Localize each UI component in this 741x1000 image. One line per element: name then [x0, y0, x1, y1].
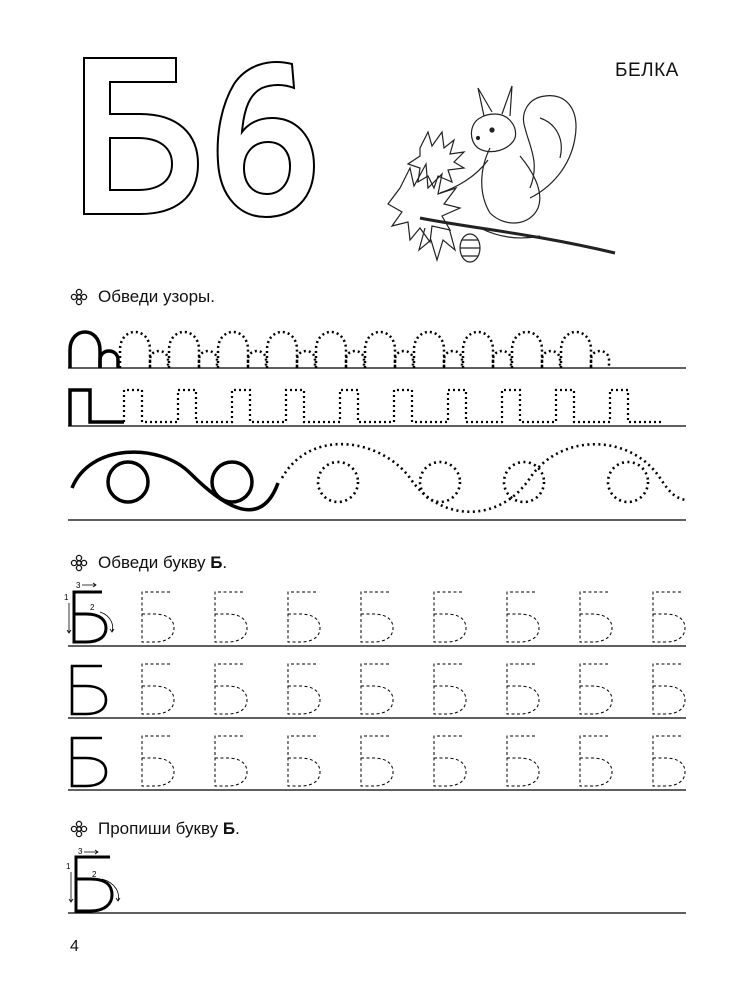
illustration-caption: БЕЛКА [615, 60, 679, 81]
dashed-tracing-letter [653, 664, 685, 714]
dashed-tracing-letter [288, 736, 320, 786]
instruction-period: . [222, 553, 228, 572]
square-wave-pattern-row [70, 390, 664, 426]
dashed-tracing-letter [507, 736, 539, 786]
tracing-patterns [60, 318, 690, 528]
dotted-arch [297, 351, 315, 368]
dotted-arch [218, 332, 248, 368]
instruction-text: Обведи букву [98, 553, 211, 572]
page-number: 4 [70, 938, 79, 955]
stroke-number-3: 3 [76, 581, 81, 590]
stroke-number-2: 2 [90, 603, 95, 612]
dashed-tracing-letter [361, 736, 393, 786]
dotted-arch [150, 351, 168, 368]
instruction-text: Пропиши букву [98, 819, 223, 838]
dashed-tracing-letter [142, 592, 174, 642]
dotted-arch [591, 351, 609, 368]
dotted-arch [395, 351, 413, 368]
model-letter [72, 738, 106, 786]
stroke-number-3: 3 [78, 847, 83, 856]
model-letter [72, 666, 106, 714]
dashed-tracing-letter [434, 736, 466, 786]
dashed-tracing-letter [215, 736, 247, 786]
dashed-tracing-letter [361, 592, 393, 642]
dotted-arch [346, 351, 364, 368]
dotted-arch [561, 332, 591, 368]
big-letters-bb [78, 52, 338, 222]
dashed-tracing-letter [142, 664, 174, 714]
dotted-square-wave [124, 390, 664, 422]
dotted-arch [542, 351, 560, 368]
dashed-tracing-letter [580, 736, 612, 786]
dotted-arch [463, 332, 493, 368]
stroke-number-2: 2 [92, 870, 97, 879]
dashed-tracing-letter [215, 664, 247, 714]
dotted-arch [199, 351, 217, 368]
dashed-tracing-letter [361, 664, 393, 714]
dotted-arch [248, 351, 266, 368]
instruction-letter: Б [222, 819, 236, 838]
dashed-tracing-letter [288, 592, 320, 642]
arch-pattern-row [70, 332, 609, 368]
dashed-tracing-letter [215, 592, 247, 642]
instruction-trace-patterns [70, 287, 215, 307]
stroke-number-1: 1 [64, 593, 69, 602]
dotted-arch [267, 332, 297, 368]
squirrel-illustration [380, 78, 620, 273]
dotted-arch [512, 332, 542, 368]
dotted-arch [120, 332, 150, 368]
dotted-arch [316, 332, 346, 368]
flower-bullet-icon [70, 554, 88, 572]
dotted-arch [414, 332, 444, 368]
instruction-trace-letter [70, 553, 227, 573]
wave-circle-pattern-row [72, 444, 686, 512]
instruction-text: Обведи узоры. [98, 287, 215, 306]
flower-bullet-icon [70, 820, 88, 838]
dashed-tracing-letter [507, 664, 539, 714]
instruction-letter: Б [210, 553, 223, 572]
letter-tracing-rows [60, 578, 690, 798]
dashed-tracing-letter [142, 736, 174, 786]
instruction-period: . [235, 819, 240, 838]
flower-bullet-icon [70, 288, 88, 306]
dashed-tracing-letter [434, 592, 466, 642]
dotted-arch [444, 351, 462, 368]
dashed-tracing-letter [580, 592, 612, 642]
dotted-arch [169, 332, 199, 368]
instruction-write-letter [70, 819, 240, 839]
writing-practice-line [60, 845, 690, 920]
dotted-arch [365, 332, 395, 368]
dotted-arch [493, 351, 511, 368]
dashed-tracing-letter [288, 664, 320, 714]
dashed-tracing-letter [653, 592, 685, 642]
dashed-tracing-letter [434, 664, 466, 714]
stroke-number-1: 1 [66, 862, 71, 871]
dashed-tracing-letter [653, 736, 685, 786]
model-letter-with-strokes [64, 581, 114, 642]
dashed-tracing-letter [580, 664, 612, 714]
dashed-tracing-letter [507, 592, 539, 642]
